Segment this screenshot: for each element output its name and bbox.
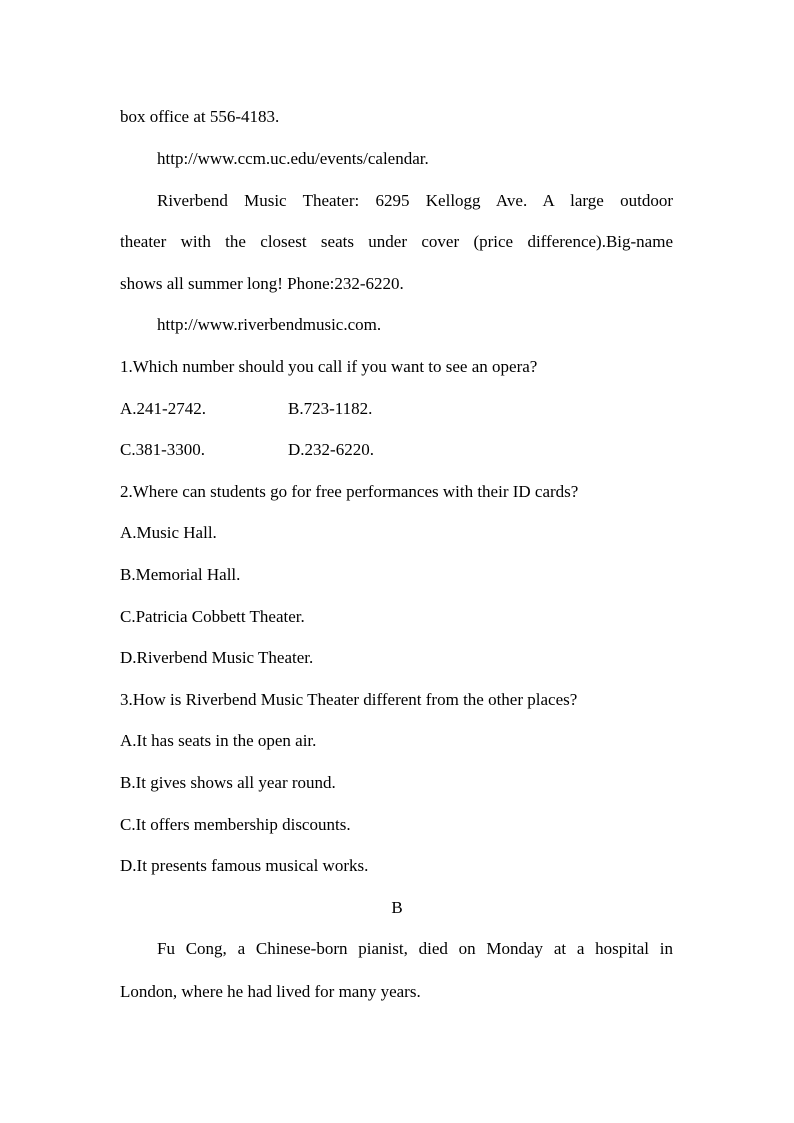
riverbend-description-line: Riverbend Music Theater: 6295 Kellogg Ave. A large outdoor [157,191,673,210]
question-1-option-c: C.381-3300. [120,440,205,459]
section-heading: B [391,898,403,917]
question-3-option-b: B.It gives shows all year round. [120,773,336,792]
question-1-option-a: A.241-2742. [120,399,206,418]
question-1-option-d: D.232-6220. [288,440,374,459]
question-1-option-b: B.723-1182. [288,399,373,418]
question-2-option-a: A.Music Hall. [120,523,217,542]
question-3-option-a: A.It has seats in the open air. [120,731,317,750]
question-2-stem: 2.Where can students go for free performances with their ID cards? [120,482,579,501]
riverbend-url: http://www.riverbendmusic.com. [157,315,382,334]
question-3-option-c: C.It offers membership discounts. [120,815,351,834]
text-line: box office at 556-4183. [120,107,280,126]
riverbend-description-line: shows all summer long! Phone:232-6220. [120,274,404,293]
question-2-option-b: B.Memorial Hall. [120,565,241,584]
passage-b-line: London, where he had lived for many years. [120,982,421,1001]
question-3-stem: 3.How is Riverbend Music Theater different from the other places? [120,690,578,709]
question-3-option-d: D.It presents famous musical works. [120,856,369,875]
question-2-option-c: C.Patricia Cobbett Theater. [120,607,305,626]
calendar-url: http://www.ccm.uc.edu/events/calendar. [157,149,429,168]
riverbend-description-line: theater with the closest seats under cover (price difference).Big-name [120,232,673,251]
passage-b-line: Fu Cong, a Chinese-born pianist, died on Monday at a hospital in [157,939,673,958]
question-2-option-d: D.Riverbend Music Theater. [120,648,314,667]
question-1-stem: 1.Which number should you call if you want to see an opera? [120,357,538,376]
